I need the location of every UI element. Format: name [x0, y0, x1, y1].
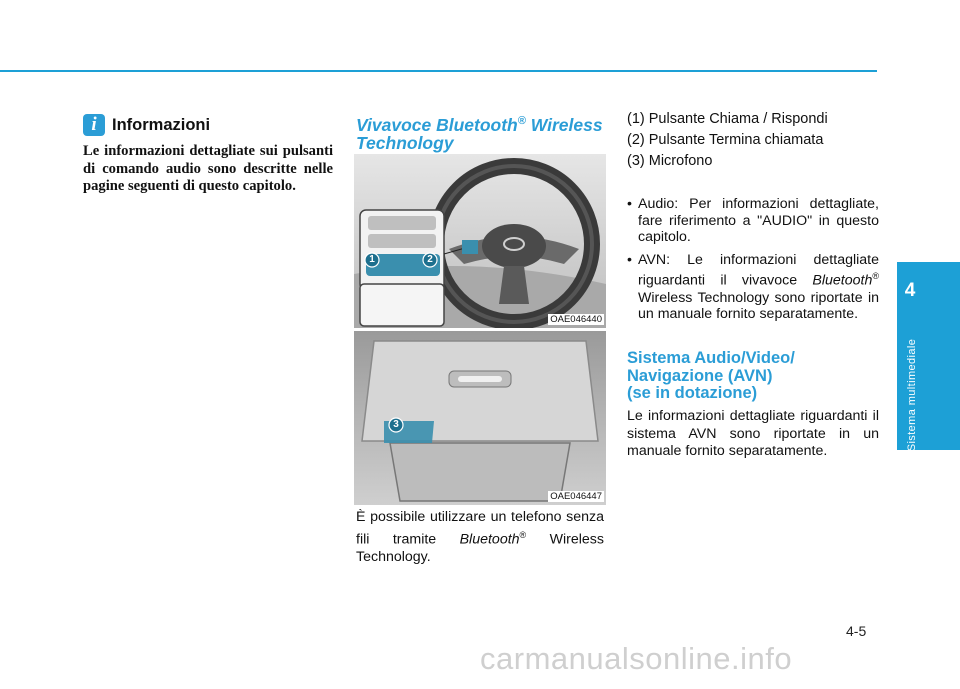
chapter-label: Sistema multimediale	[906, 338, 918, 452]
bullet-item-avn: • AVN: Le informazioni dettagliate riguardanti il vivavoce Bluetooth® Wireless Technology sono riportate in un manuale fornito separatamente.	[627, 251, 879, 323]
watermark: carmanualsonline.info	[480, 641, 793, 676]
avn-body: Le informazioni dettagliate riguardanti il sistema AVN sono riportate in un manuale fornito separatamente.	[627, 408, 879, 459]
callout-1: 1	[369, 254, 375, 265]
bullet-dot: •	[627, 251, 632, 268]
figure-code-1: OAE046440	[550, 314, 602, 325]
registered-mark: ®	[517, 115, 526, 127]
bullet-list	[627, 196, 879, 329]
overhead-console-illustration	[354, 331, 606, 505]
bullet-dot: •	[627, 196, 632, 212]
numbered-list	[627, 109, 879, 172]
chapter-number: 4	[904, 280, 916, 301]
page-number: 4-5	[846, 623, 867, 639]
bullet-item-audio: • Audio: Per informazioni dettagliate, fare riferimento a "AUDIO" in questo capitolo.	[627, 196, 879, 246]
steering-wheel-photo	[354, 154, 606, 328]
info-body: Le informazioni dettagliate sui pulsanti di comando audio sono descritte nelle pagine seguenti di questo capitolo.	[83, 143, 333, 194]
section-title	[356, 112, 606, 153]
bluetooth-caption: È possibile utilizzare un telefono senza fili tramite Bluetooth® Wireless Technology.	[356, 509, 604, 565]
list-item: (1) Pulsante Chiama / Rispondi	[627, 111, 828, 127]
callout-2: 2	[427, 254, 433, 265]
top-rule	[0, 70, 877, 72]
section-title-main: Vivavoce Bluetooth	[356, 114, 518, 135]
steering-wheel-illustration	[354, 154, 606, 328]
overhead-console-photo	[354, 331, 606, 505]
avn-heading: Sistema Audio/Video/ Navigazione (AVN) (se in dotazione)	[627, 349, 795, 402]
section-title-rest: Wireless Technology	[356, 114, 603, 154]
list-item: (3) Microfono	[627, 153, 713, 169]
figure-code-2: OAE046447	[550, 491, 602, 502]
callout-3: 3	[393, 419, 399, 430]
info-i-icon: i	[83, 114, 105, 136]
info-title: Informazioni	[112, 116, 211, 134]
list-item: (2) Pulsante Termina chiamata	[627, 132, 824, 148]
bluetooth-brand: Bluetooth	[459, 531, 520, 548]
